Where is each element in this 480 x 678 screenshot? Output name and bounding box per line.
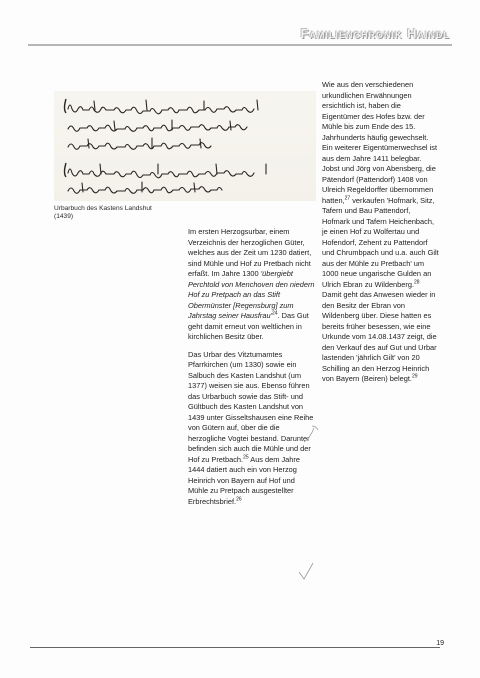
text-run: verkaufen 'Hofmark, Sitz, Tafern und Bau Pattendorf, Hofmark und Tafern Heichenbach, je einen Hof zu Wolfertau und Hofendorf, Zehent zu Pattendorf und Chrumbpach und u.a. auch Gilt aus der Mühle zu Pretbach' um 1000 neue ungarische Gulden an Ulrich Ebran zu Wildenberg. (322, 195, 439, 289)
footnote-ref: 24 (271, 310, 278, 317)
text-run: Das Urbar des Vitztumamtes Pfarrkirchen (um 1330) sowie ein Salbuch des Kasten Landshut (um 1377) weisen sie aus. Ebenso führen das Urbarbuch sowie das Stift- und Gültbuch des Kasten Landshut von 1439 unter Gisseltshausen eine Reihe von Gütern auf, über die die herzogliche Vogtei bestand. Darunter befinden sich auch die Mühle und der Hof zu Pretbach. (188, 349, 314, 464)
footnote-ref: 26 (236, 496, 242, 503)
text-run: Aus dem Jahre 1444 datiert auch ein von Herzog Heinrich von Bayern auf Hof und Mühle zu Pretpach ausgestellter Erbrechtsbrief. (188, 454, 300, 506)
page-number: 19 (432, 640, 444, 647)
manuscript-image (54, 91, 316, 201)
quote-text: 'übergiebt Perchtold von Menchoven den niedern Hof zu Pretpach an das Stift Obermünster [Regensburg] zum Jahrstag seiner Hausfrau' (188, 269, 315, 320)
footnote-ref: 25 (243, 454, 249, 461)
text-run: . Das Gut geht damit erneut von weltlichen in kirchlichen Besitz über. (188, 311, 309, 341)
footer-rule (30, 647, 440, 648)
figure-caption-line-1: Urbarbuch des Kastens Landshut (54, 205, 152, 212)
text-run: Damit geht das Anwesen wieder in den Besitz der Ebran von Wildenberg über. Diese hatten es bereits früher besessen, wie eine Urkunde vom 14.08.1437 zeigt, die den Verkauf des auf Gut und Urbar lastenden 'jährlich Gilt' von 20 Schilling an den Herzog Heinrich von Bayern (Beiren) belegt. (322, 290, 437, 383)
text-run: Wie aus den verschiedenen urkundlichen Erwähnungen ersichtlich ist, haben die Eigentümer des Hofes bzw. der Mühle bis zum Ende des 15. Jahrhunderts häufig gewechselt. Ein weiterer Eigentümerwechsel ist aus dem Jahre 1411 belegbar. Jobst und Jörg von Abensberg, die Pätendorf (Pattendorf) 1408 von Ulreich Regeldorffer übernommen hatten, (322, 80, 438, 205)
text-column-right (322, 80, 440, 392)
pencil-check-mark (296, 560, 316, 584)
manuscript-handwriting-image (54, 91, 316, 201)
pencil-annotation-mark (300, 420, 324, 450)
footnote-ref: 28 (414, 279, 420, 286)
footnote-ref: 29 (411, 373, 418, 380)
footnote-ref: 27 (344, 195, 351, 202)
header-rule (28, 44, 452, 46)
paragraph (188, 350, 316, 508)
running-header-title: Familienchronik Haindl (300, 26, 450, 41)
text-column-middle (188, 227, 316, 514)
figure-caption (54, 205, 204, 221)
text-run: Im ersten Herzogsurbar, einem Verzeichnis der herzoglichen Güter, welches aus der Zeit um 1230 datiert, sind Mühle und Hof zu Pretbach nicht erfaßt. Im Jahre 1300 (188, 227, 312, 278)
paragraph (322, 80, 440, 385)
figure-caption-line-2: (1439) (54, 213, 74, 220)
paragraph (188, 227, 316, 343)
